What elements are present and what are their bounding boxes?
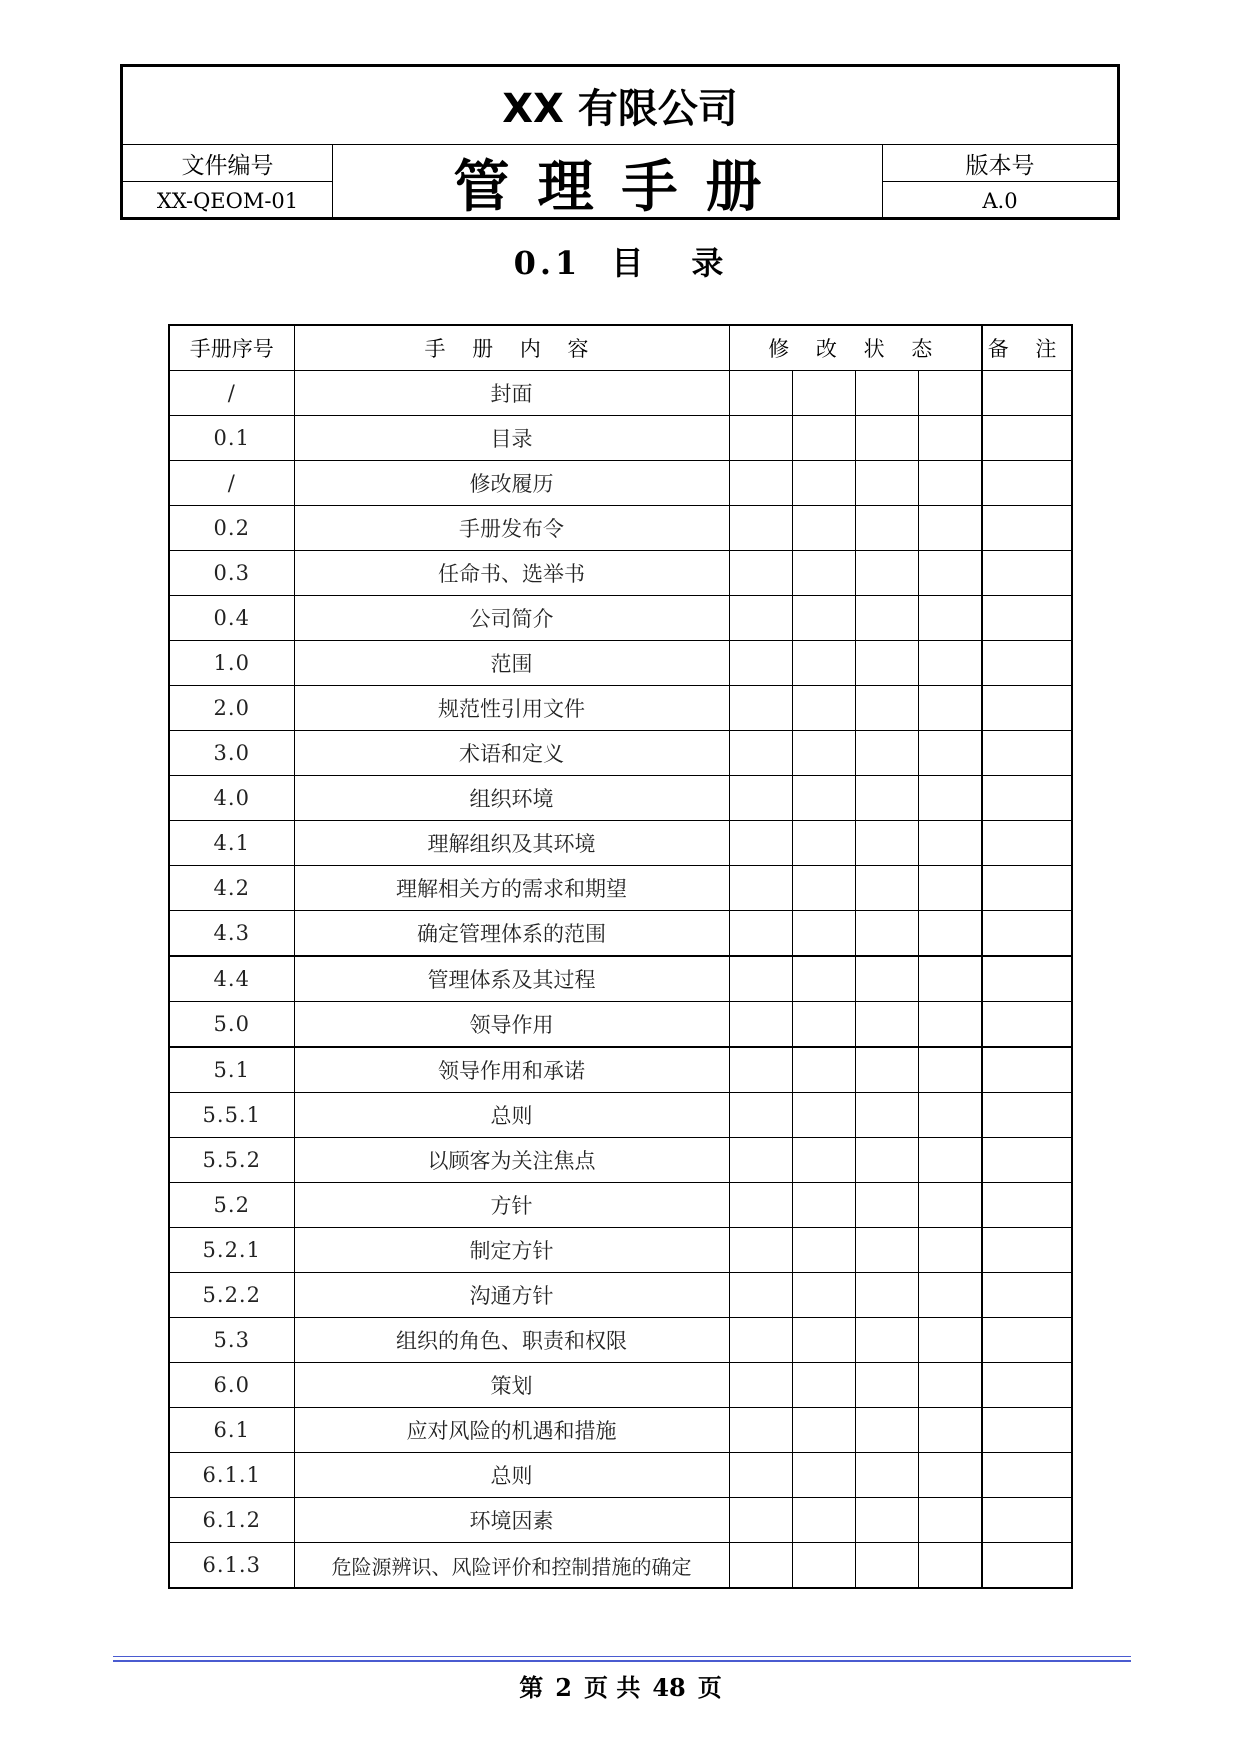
revision-status-cell xyxy=(792,686,855,731)
revision-status-cell xyxy=(729,1543,792,1589)
row-manual-no: 0.1 xyxy=(169,416,294,461)
row-manual-no: 4.3 xyxy=(169,911,294,957)
row-content: 领导作用 xyxy=(294,1002,729,1048)
table-row xyxy=(169,776,1072,821)
row-manual-no: 6.0 xyxy=(169,1363,294,1408)
revision-status-cell xyxy=(792,461,855,506)
footer-total-pages: 48 xyxy=(652,1673,686,1702)
row-content: 规范性引用文件 xyxy=(294,686,729,731)
table-row xyxy=(169,1453,1072,1498)
row-manual-no: 1.0 xyxy=(169,641,294,686)
row-manual-no: 3.0 xyxy=(169,731,294,776)
remark-cell xyxy=(982,1498,1072,1543)
revision-status-cell xyxy=(792,1408,855,1453)
revision-status-cell xyxy=(918,506,982,551)
version-block xyxy=(882,145,1117,220)
table-row xyxy=(169,1408,1072,1453)
remark-cell xyxy=(982,461,1072,506)
remark-cell xyxy=(982,551,1072,596)
row-manual-no: 4.1 xyxy=(169,821,294,866)
revision-status-cell xyxy=(918,686,982,731)
row-manual-no: 6.1.1 xyxy=(169,1453,294,1498)
revision-status-cell xyxy=(918,1453,982,1498)
revision-status-cell xyxy=(792,1543,855,1589)
footer-rule-thin xyxy=(113,1656,1131,1657)
doc-number-block xyxy=(123,145,333,220)
revision-status-cell xyxy=(792,1047,855,1093)
row-content: 手册发布令 xyxy=(294,506,729,551)
revision-status-cell xyxy=(729,641,792,686)
table-row xyxy=(169,731,1072,776)
remark-cell xyxy=(982,821,1072,866)
revision-status-cell xyxy=(792,641,855,686)
remark-cell xyxy=(982,1543,1072,1589)
document-header xyxy=(120,64,1120,220)
toc-table xyxy=(168,324,1073,1589)
table-row xyxy=(169,866,1072,911)
revision-status-cell xyxy=(792,371,855,416)
table-row xyxy=(169,461,1072,506)
footer-prefix: 第 xyxy=(519,1673,544,1702)
revision-status-cell xyxy=(729,371,792,416)
revision-status-cell xyxy=(918,1002,982,1048)
table-row xyxy=(169,416,1072,461)
revision-status-cell xyxy=(855,416,918,461)
page-footer xyxy=(0,1668,1241,1703)
row-content: 修改履历 xyxy=(294,461,729,506)
row-manual-no: 4.0 xyxy=(169,776,294,821)
row-content: 组织的角色、职责和权限 xyxy=(294,1318,729,1363)
header-content: 手 册 内 容 xyxy=(294,325,729,371)
table-row xyxy=(169,821,1072,866)
revision-status-cell xyxy=(855,956,918,1002)
revision-status-cell xyxy=(792,866,855,911)
table-row xyxy=(169,1183,1072,1228)
header-manual-no: 手册序号 xyxy=(169,325,294,371)
revision-status-cell xyxy=(918,911,982,957)
revision-status-cell xyxy=(792,1498,855,1543)
row-content: 制定方针 xyxy=(294,1228,729,1273)
table-row xyxy=(169,956,1072,1002)
revision-status-cell xyxy=(918,641,982,686)
revision-status-cell xyxy=(918,1498,982,1543)
remark-cell xyxy=(982,776,1072,821)
revision-status-cell xyxy=(855,1002,918,1048)
row-manual-no: 5.3 xyxy=(169,1318,294,1363)
revision-status-cell xyxy=(918,1363,982,1408)
table-row xyxy=(169,1138,1072,1183)
revision-status-cell xyxy=(918,1318,982,1363)
revision-status-cell xyxy=(729,1002,792,1048)
revision-status-cell xyxy=(855,821,918,866)
remark-cell xyxy=(982,1363,1072,1408)
revision-status-cell xyxy=(918,866,982,911)
doc-number-label: 文件编号 xyxy=(123,145,332,182)
row-manual-no: 5.0 xyxy=(169,1002,294,1048)
revision-status-cell xyxy=(792,596,855,641)
row-content: 确定管理体系的范围 xyxy=(294,911,729,957)
row-content: 沟通方针 xyxy=(294,1273,729,1318)
revision-status-cell xyxy=(729,911,792,957)
remark-cell xyxy=(982,1138,1072,1183)
revision-status-cell xyxy=(855,1047,918,1093)
revision-status-cell xyxy=(855,1093,918,1138)
table-row xyxy=(169,1318,1072,1363)
version-label: 版本号 xyxy=(883,145,1117,182)
row-content: 组织环境 xyxy=(294,776,729,821)
row-content: 目录 xyxy=(294,416,729,461)
revision-status-cell xyxy=(855,1543,918,1589)
revision-status-cell xyxy=(792,551,855,596)
header-revision-status: 修 改 状 态 xyxy=(729,325,982,371)
revision-status-cell xyxy=(918,596,982,641)
revision-status-cell xyxy=(855,911,918,957)
table-row xyxy=(169,1002,1072,1048)
footer-page-number: 2 xyxy=(555,1673,572,1702)
revision-status-cell xyxy=(729,821,792,866)
revision-status-cell xyxy=(729,956,792,1002)
remark-cell xyxy=(982,1453,1072,1498)
row-manual-no: 2.0 xyxy=(169,686,294,731)
row-manual-no: 4.4 xyxy=(169,956,294,1002)
remark-cell xyxy=(982,866,1072,911)
revision-status-cell xyxy=(792,956,855,1002)
toc-section-number: 0.1 xyxy=(513,244,582,282)
revision-status-cell xyxy=(729,596,792,641)
revision-status-cell xyxy=(918,1183,982,1228)
revision-status-cell xyxy=(792,821,855,866)
revision-status-cell xyxy=(729,1183,792,1228)
revision-status-cell xyxy=(792,1273,855,1318)
row-content: 危险源辨识、风险评价和控制措施的确定 xyxy=(294,1543,729,1589)
revision-status-cell xyxy=(729,551,792,596)
revision-status-cell xyxy=(855,1408,918,1453)
revision-status-cell xyxy=(792,731,855,776)
revision-status-cell xyxy=(918,1408,982,1453)
revision-status-cell xyxy=(729,1047,792,1093)
remark-cell xyxy=(982,731,1072,776)
remark-cell xyxy=(982,1228,1072,1273)
revision-status-cell xyxy=(855,1138,918,1183)
revision-status-cell xyxy=(792,1228,855,1273)
remark-cell xyxy=(982,506,1072,551)
revision-status-cell xyxy=(918,956,982,1002)
remark-cell xyxy=(982,641,1072,686)
row-content: 理解相关方的需求和期望 xyxy=(294,866,729,911)
row-content: 总则 xyxy=(294,1453,729,1498)
revision-status-cell xyxy=(918,1543,982,1589)
revision-status-cell xyxy=(729,506,792,551)
footer-suffix: 页 xyxy=(697,1673,722,1702)
revision-status-cell xyxy=(855,686,918,731)
revision-status-cell xyxy=(918,776,982,821)
row-manual-no: 5.1 xyxy=(169,1047,294,1093)
row-content: 术语和定义 xyxy=(294,731,729,776)
remark-cell xyxy=(982,1408,1072,1453)
remark-cell xyxy=(982,1273,1072,1318)
revision-status-cell xyxy=(729,1093,792,1138)
row-manual-no: 5.2.1 xyxy=(169,1228,294,1273)
row-manual-no: / xyxy=(169,461,294,506)
revision-status-cell xyxy=(918,1093,982,1138)
revision-status-cell xyxy=(729,731,792,776)
version-number: A.0 xyxy=(982,188,1018,213)
row-content: 理解组织及其环境 xyxy=(294,821,729,866)
revision-status-cell xyxy=(918,551,982,596)
remark-cell xyxy=(982,596,1072,641)
revision-status-cell xyxy=(729,776,792,821)
table-row xyxy=(169,1273,1072,1318)
toc-heading-char-2: 录 xyxy=(691,244,728,282)
row-content: 应对风险的机遇和措施 xyxy=(294,1408,729,1453)
remark-cell xyxy=(982,1183,1072,1228)
row-manual-no: 5.5.1 xyxy=(169,1093,294,1138)
revision-status-cell xyxy=(855,1453,918,1498)
row-manual-no: 4.2 xyxy=(169,866,294,911)
table-row xyxy=(169,1363,1072,1408)
revision-status-cell xyxy=(729,866,792,911)
row-manual-no: 5.2.2 xyxy=(169,1273,294,1318)
remark-cell xyxy=(982,416,1072,461)
revision-status-cell xyxy=(855,506,918,551)
remark-cell xyxy=(982,686,1072,731)
revision-status-cell xyxy=(792,911,855,957)
table-row xyxy=(169,1093,1072,1138)
revision-status-cell xyxy=(855,1273,918,1318)
toc-heading xyxy=(0,238,1241,284)
revision-status-cell xyxy=(729,1363,792,1408)
row-content: 领导作用和承诺 xyxy=(294,1047,729,1093)
revision-status-cell xyxy=(792,776,855,821)
revision-status-cell xyxy=(729,461,792,506)
table-row xyxy=(169,1498,1072,1543)
toc-heading-char-1: 目 xyxy=(611,244,648,282)
row-manual-no: 0.4 xyxy=(169,596,294,641)
revision-status-cell xyxy=(792,1363,855,1408)
row-content: 封面 xyxy=(294,371,729,416)
table-row xyxy=(169,641,1072,686)
revision-status-cell xyxy=(855,1228,918,1273)
row-manual-no: 6.1.3 xyxy=(169,1543,294,1589)
revision-status-cell xyxy=(855,866,918,911)
manual-title: 管理手册 xyxy=(453,153,790,220)
revision-status-cell xyxy=(792,1453,855,1498)
revision-status-cell xyxy=(729,1453,792,1498)
revision-status-cell xyxy=(855,371,918,416)
row-manual-no: 5.2 xyxy=(169,1183,294,1228)
remark-cell xyxy=(982,371,1072,416)
remark-cell xyxy=(982,1002,1072,1048)
revision-status-cell xyxy=(855,1183,918,1228)
row-manual-no: / xyxy=(169,371,294,416)
toc-table-body xyxy=(169,371,1072,1589)
revision-status-cell xyxy=(918,1047,982,1093)
revision-status-cell xyxy=(729,1318,792,1363)
table-row xyxy=(169,686,1072,731)
revision-status-cell xyxy=(792,1002,855,1048)
row-content: 方针 xyxy=(294,1183,729,1228)
revision-status-cell xyxy=(918,461,982,506)
revision-status-cell xyxy=(918,1273,982,1318)
revision-status-cell xyxy=(729,416,792,461)
remark-cell xyxy=(982,911,1072,957)
row-content: 任命书、选举书 xyxy=(294,551,729,596)
revision-status-cell xyxy=(918,821,982,866)
revision-status-cell xyxy=(729,1408,792,1453)
remark-cell xyxy=(982,956,1072,1002)
table-row xyxy=(169,551,1072,596)
revision-status-cell xyxy=(792,416,855,461)
revision-status-cell xyxy=(855,551,918,596)
revision-status-cell xyxy=(792,1093,855,1138)
table-row xyxy=(169,1228,1072,1273)
revision-status-cell xyxy=(729,1273,792,1318)
table-row xyxy=(169,371,1072,416)
revision-status-cell xyxy=(918,1138,982,1183)
row-manual-no: 0.3 xyxy=(169,551,294,596)
remark-cell xyxy=(982,1093,1072,1138)
footer-mid: 页 共 xyxy=(583,1673,641,1702)
row-content: 策划 xyxy=(294,1363,729,1408)
row-content: 范围 xyxy=(294,641,729,686)
remark-cell xyxy=(982,1047,1072,1093)
table-row xyxy=(169,506,1072,551)
table-row xyxy=(169,1047,1072,1093)
row-content: 总则 xyxy=(294,1093,729,1138)
revision-status-cell xyxy=(918,416,982,461)
row-content: 以顾客为关注焦点 xyxy=(294,1138,729,1183)
revision-status-cell xyxy=(918,1228,982,1273)
row-manual-no: 5.5.2 xyxy=(169,1138,294,1183)
revision-status-cell xyxy=(792,1183,855,1228)
footer-rule-thick xyxy=(113,1660,1131,1662)
row-manual-no: 0.2 xyxy=(169,506,294,551)
header-remark: 备 注 xyxy=(982,325,1072,371)
row-manual-no: 6.1.2 xyxy=(169,1498,294,1543)
row-content: 管理体系及其过程 xyxy=(294,956,729,1002)
revision-status-cell xyxy=(729,1498,792,1543)
revision-status-cell xyxy=(855,1498,918,1543)
revision-status-cell xyxy=(855,731,918,776)
revision-status-cell xyxy=(729,686,792,731)
revision-status-cell xyxy=(792,506,855,551)
revision-status-cell xyxy=(855,596,918,641)
revision-status-cell xyxy=(855,461,918,506)
doc-number: XX-QEOM-01 xyxy=(156,188,299,213)
revision-status-cell xyxy=(855,776,918,821)
revision-status-cell xyxy=(729,1138,792,1183)
table-row xyxy=(169,911,1072,957)
table-row xyxy=(169,596,1072,641)
revision-status-cell xyxy=(792,1138,855,1183)
revision-status-cell xyxy=(792,1318,855,1363)
row-manual-no: 6.1 xyxy=(169,1408,294,1453)
remark-cell xyxy=(982,1318,1072,1363)
row-content: 环境因素 xyxy=(294,1498,729,1543)
revision-status-cell xyxy=(918,371,982,416)
revision-status-cell xyxy=(729,1228,792,1273)
company-name: XX 有限公司 xyxy=(123,67,1117,145)
revision-status-cell xyxy=(918,731,982,776)
row-content: 公司简介 xyxy=(294,596,729,641)
table-header-row xyxy=(169,325,1072,371)
table-row xyxy=(169,1543,1072,1589)
revision-status-cell xyxy=(855,1363,918,1408)
revision-status-cell xyxy=(855,641,918,686)
revision-status-cell xyxy=(855,1318,918,1363)
